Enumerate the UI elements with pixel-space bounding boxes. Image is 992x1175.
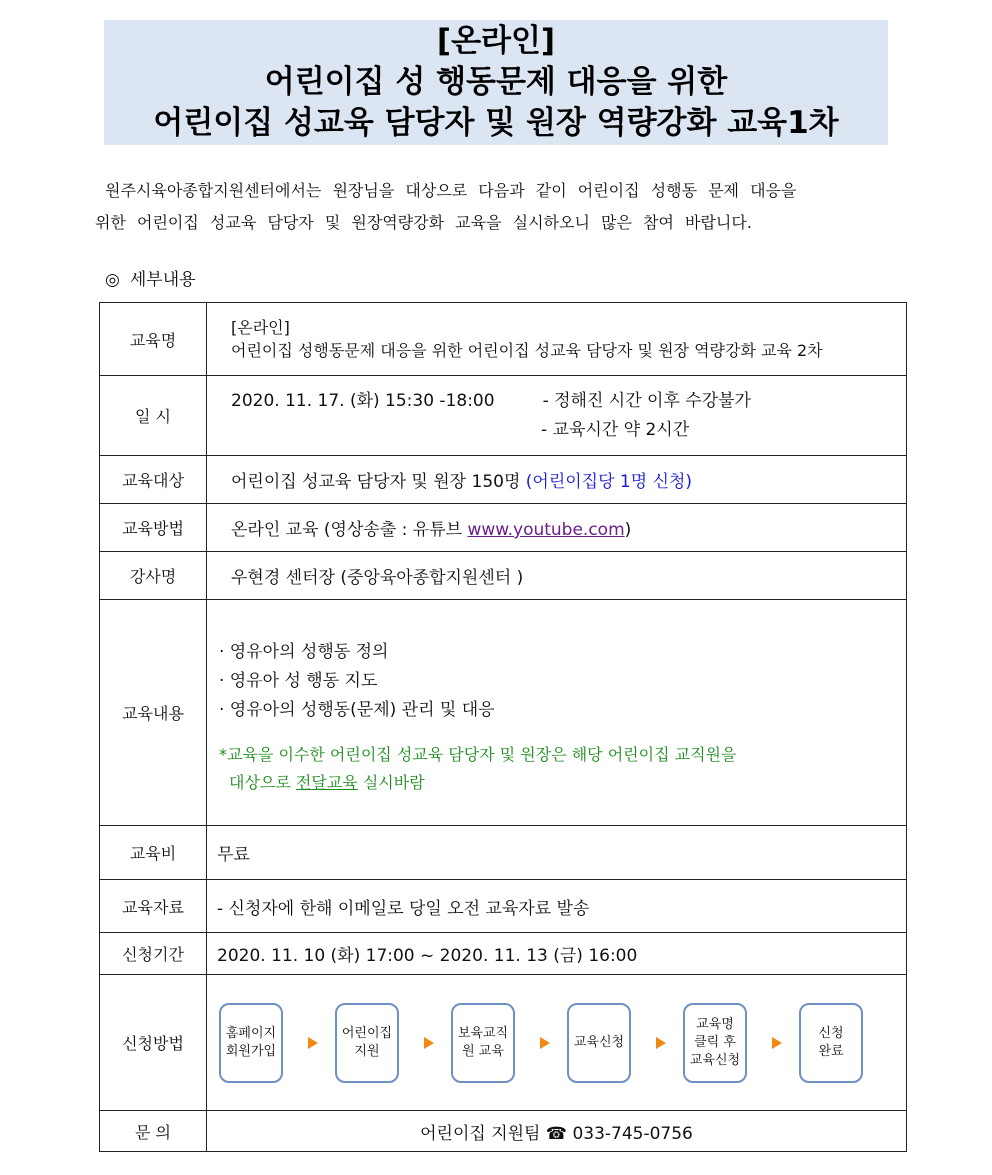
value-contact: 어린이집 지원팀 ☎ 033-745-0756	[207, 1111, 907, 1152]
title-line-3: 어린이집 성교육 담당자 및 원장 역량강화 교육1차	[153, 105, 839, 141]
label-target: 교육대상	[100, 456, 207, 504]
row-content	[100, 600, 907, 826]
label-method: 교육방법	[100, 504, 207, 552]
value-fee: 무료	[207, 826, 907, 880]
arrow-right-icon	[540, 1037, 550, 1049]
datetime-date: 2020. 11. 17. (화) 15:30 -18:00	[231, 390, 495, 411]
value-datetime	[207, 376, 907, 456]
arrow-right-icon	[772, 1037, 782, 1049]
value-target	[207, 456, 907, 504]
content-item-1: · 영유아의 성행동 정의	[219, 642, 389, 662]
arrow-right-icon	[308, 1037, 318, 1049]
content-note-2b: 전달교육	[295, 773, 358, 792]
youtube-link[interactable]: www.youtube.com	[467, 520, 625, 540]
title-banner	[104, 20, 888, 145]
step-click-course: 교육명 클릭 후 교육신청	[683, 1003, 747, 1083]
target-text: 어린이집 성교육 담당자 및 원장 150명	[231, 472, 521, 492]
row-fee	[100, 826, 907, 880]
content-note-2c: 실시바람	[362, 773, 425, 792]
content-note-line-2	[219, 769, 906, 797]
label-content: 교육내용	[100, 600, 207, 826]
label-contact: 문 의	[100, 1111, 207, 1152]
content-note-2a: 대상으로	[229, 773, 291, 792]
step-daycare-support: 어린이집 지원	[335, 1003, 399, 1083]
value-instructor: 우현경 센터장 (중앙육아종합지원센터 )	[207, 552, 907, 600]
title-line-2: 어린이집 성 행동문제 대응을 위한	[264, 64, 728, 100]
row-datetime	[100, 376, 907, 456]
step-staff-education: 보육교직 원 교육	[451, 1003, 515, 1083]
details-table	[99, 302, 907, 1152]
course-name-line-1: [온라인]	[231, 318, 290, 337]
value-method	[207, 504, 907, 552]
circle-mark-icon: ◎	[105, 270, 120, 290]
row-apply	[100, 975, 907, 1111]
intro-line-2: 위한 어린이집 성교육 담당자 및 원장역량강화 교육을 실시하오니 많은 참여 바랍니다.	[95, 213, 752, 232]
step-apply-education: 교육신청	[567, 1003, 631, 1083]
datetime-line-1	[231, 387, 906, 416]
label-apply: 신청방법	[100, 975, 207, 1111]
course-name-line-2: 어린이집 성행동문제 대응을 위한 어린이집 성교육 담당자 및 원장 역량강화 교육 2차	[231, 341, 823, 360]
step-complete: 신청 완료	[799, 1003, 863, 1083]
step-signup: 홈페이지 회원가입	[219, 1003, 283, 1083]
intro-line-1: 원주시육아종합지원센터에서는 원장님을 대상으로 다음과 같이 어린이집 성행동 문제 대응을	[105, 181, 797, 200]
arrow-right-icon	[424, 1037, 434, 1049]
value-apply	[207, 975, 907, 1111]
value-content	[207, 600, 907, 826]
method-text: 온라인 교육 (영상송출 : 유튜브	[231, 520, 463, 540]
label-course-name: 교육명	[100, 303, 207, 376]
row-course-name	[100, 303, 907, 376]
content-note-line-1: *교육을 이수한 어린이집 성교육 담당자 및 원장은 해당 어린이집 교직원을	[219, 745, 737, 764]
label-fee: 교육비	[100, 826, 207, 880]
row-instructor	[100, 552, 907, 600]
arrow-right-icon	[656, 1037, 666, 1049]
row-method	[100, 504, 907, 552]
intro-paragraph	[95, 175, 895, 239]
value-course-name	[207, 303, 907, 376]
datetime-note-1: - 정해진 시간 이후 수강불가	[542, 390, 751, 411]
section-heading	[105, 265, 196, 290]
label-instructor: 강사명	[100, 552, 207, 600]
target-note: (어린이집당 1명 신청)	[525, 472, 693, 492]
datetime-line-2	[231, 416, 906, 445]
value-period: 2020. 11. 10 (화) 17:00 ~ 2020. 11. 13 (금) 16:00	[207, 933, 907, 975]
title-line-1: [온라인]	[436, 23, 556, 59]
apply-flow	[207, 1003, 906, 1083]
row-materials	[100, 880, 907, 933]
label-materials: 교육자료	[100, 880, 207, 933]
row-target	[100, 456, 907, 504]
section-label: 세부내용	[129, 270, 196, 290]
row-contact	[100, 1111, 907, 1152]
value-materials: - 신청자에 한해 이메일로 당일 오전 교육자료 발송	[207, 880, 907, 933]
row-period	[100, 933, 907, 975]
method-close: )	[624, 520, 632, 540]
label-period: 신청기간	[100, 933, 207, 975]
datetime-note-2: - 교육시간 약 2시간	[541, 419, 690, 440]
label-datetime: 일 시	[100, 376, 207, 456]
content-item-3: · 영유아의 성행동(문제) 관리 및 대응	[219, 700, 495, 720]
content-item-2: · 영유아 성 행동 지도	[219, 671, 378, 691]
